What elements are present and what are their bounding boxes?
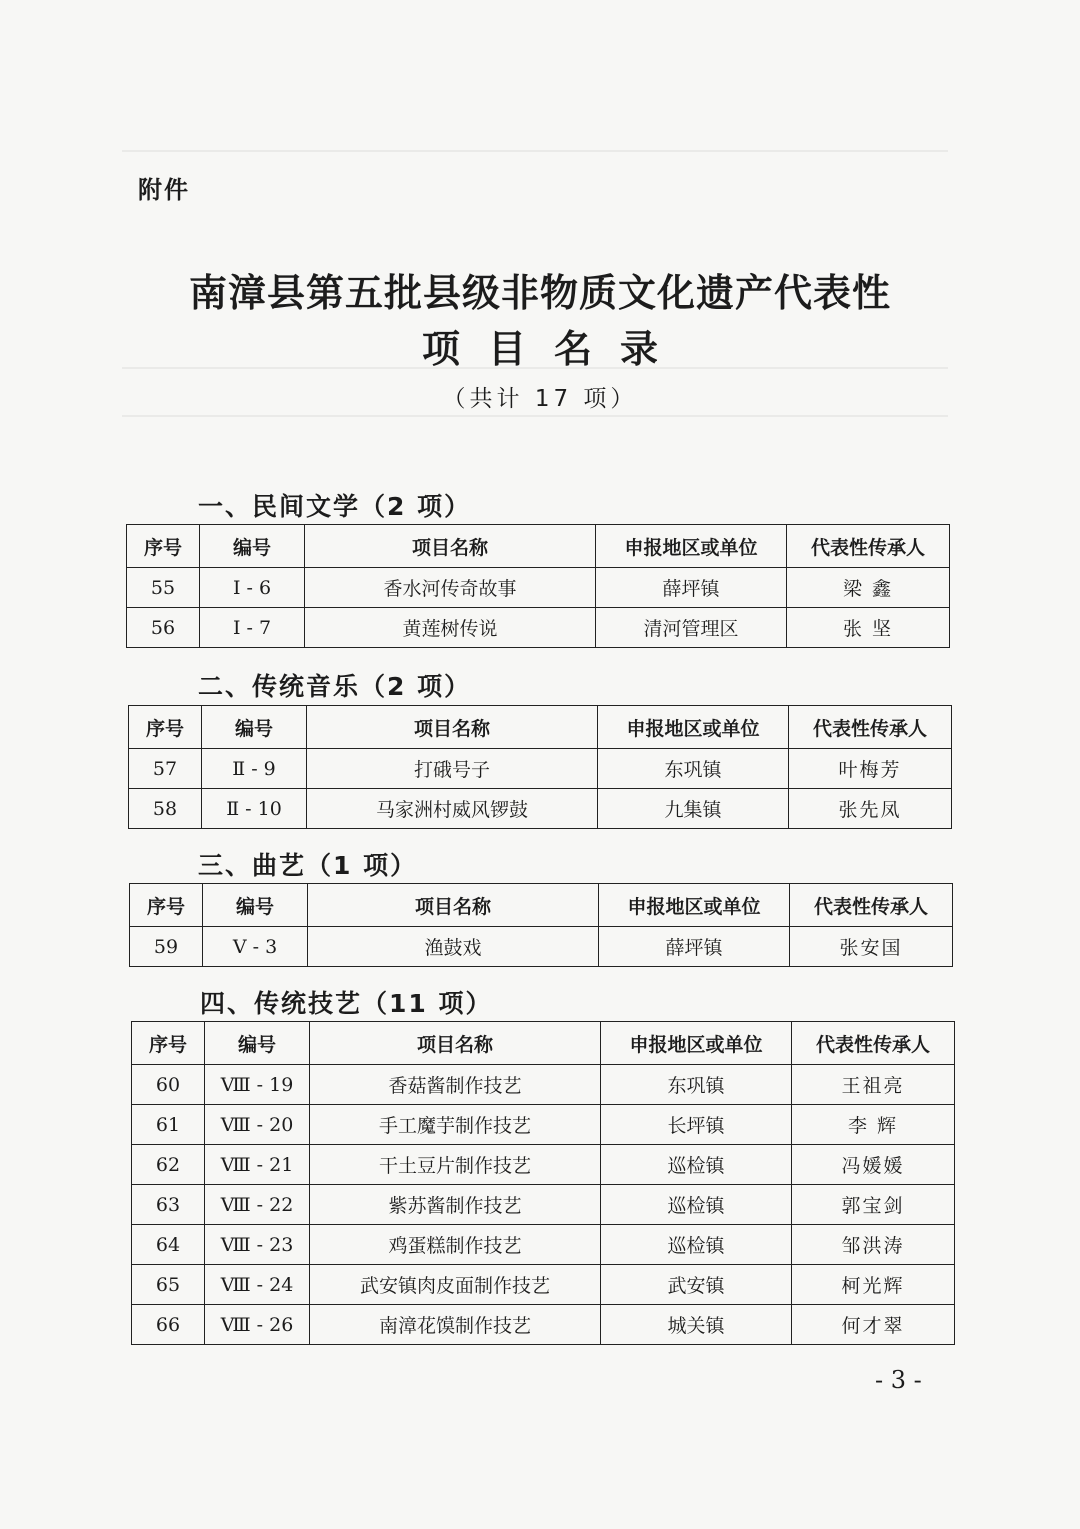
cell-heir: 张先凤: [789, 789, 952, 829]
cell-name: 打硪号子: [307, 749, 598, 789]
cell-no: 64: [132, 1225, 205, 1265]
table-row: [132, 1185, 955, 1225]
table-row: [132, 1305, 955, 1345]
section-title-traditional-music: 二、传统音乐（2 项）: [198, 672, 472, 701]
cell-heir: 张 坚: [787, 608, 950, 648]
cell-unit: 薛坪镇: [599, 927, 790, 967]
cell-heir: 何才翠: [792, 1305, 955, 1345]
table-row: [132, 1065, 955, 1105]
cell-code: Ⅷ - 24: [205, 1265, 310, 1305]
cell-heir: 叶梅芳: [789, 749, 952, 789]
page-number: - 3 -: [875, 1366, 922, 1394]
col-header-heir: 代表性传承人: [787, 525, 950, 568]
cell-unit: 城关镇: [601, 1305, 792, 1345]
table-quyi: [129, 883, 953, 967]
cell-no: 60: [132, 1065, 205, 1105]
cell-unit: 巡检镇: [601, 1185, 792, 1225]
col-header-code: 编号: [202, 706, 307, 749]
cell-heir: 王祖亮: [792, 1065, 955, 1105]
table-row: [132, 1265, 955, 1305]
cell-unit: 巡检镇: [601, 1145, 792, 1185]
cell-code: Ⅷ - 21: [205, 1145, 310, 1185]
cell-code: Ⅰ - 6: [200, 568, 305, 608]
cell-no: 59: [130, 927, 203, 967]
bleed-through-shadow: [122, 415, 948, 497]
section-title-quyi: 三、曲艺（1 项）: [198, 851, 418, 880]
col-header-code: 编号: [203, 884, 308, 927]
cell-name: 香水河传奇故事: [305, 568, 596, 608]
table-row: [127, 568, 950, 608]
table-row: [127, 608, 950, 648]
col-header-code: 编号: [200, 525, 305, 568]
section-title-traditional-crafts: 四、传统技艺（11 项）: [200, 989, 493, 1018]
cell-unit: 长坪镇: [601, 1105, 792, 1145]
cell-no: 57: [129, 749, 202, 789]
cell-name: 南漳花馍制作技艺: [310, 1305, 601, 1345]
cell-name: 香菇酱制作技艺: [310, 1065, 601, 1105]
cell-heir: 梁 鑫: [787, 568, 950, 608]
table-row: [130, 927, 953, 967]
col-header-name: 项目名称: [307, 706, 598, 749]
col-header-unit: 申报地区或单位: [598, 706, 789, 749]
page-subtitle: 项目名录: [421, 326, 686, 371]
col-header-heir: 代表性传承人: [792, 1022, 955, 1065]
cell-heir: 李 辉: [792, 1105, 955, 1145]
cell-unit: 清河管理区: [596, 608, 787, 648]
cell-unit: 九集镇: [598, 789, 789, 829]
cell-code: Ⅷ - 19: [205, 1065, 310, 1105]
cell-heir: 张安国: [790, 927, 953, 967]
cell-code: Ⅰ - 7: [200, 608, 305, 648]
col-header-no: 序号: [132, 1022, 205, 1065]
cell-code: Ⅷ - 23: [205, 1225, 310, 1265]
cell-no: 66: [132, 1305, 205, 1345]
cell-code: Ⅱ - 10: [202, 789, 307, 829]
col-header-unit: 申报地区或单位: [596, 525, 787, 568]
cell-no: 63: [132, 1185, 205, 1225]
cell-unit: 薛坪镇: [596, 568, 787, 608]
col-header-heir: 代表性传承人: [789, 706, 952, 749]
cell-code: Ⅷ - 22: [205, 1185, 310, 1225]
col-header-no: 序号: [127, 525, 200, 568]
cell-code: Ⅷ - 20: [205, 1105, 310, 1145]
cell-no: 56: [127, 608, 200, 648]
cell-unit: 东巩镇: [598, 749, 789, 789]
col-header-no: 序号: [129, 706, 202, 749]
cell-unit: 巡检镇: [601, 1225, 792, 1265]
cell-no: 55: [127, 568, 200, 608]
cell-heir: 柯光辉: [792, 1265, 955, 1305]
cell-heir: 冯媛媛: [792, 1145, 955, 1185]
cell-heir: 郭宝剑: [792, 1185, 955, 1225]
cell-name: 紫苏酱制作技艺: [310, 1185, 601, 1225]
cell-name: 武安镇肉皮面制作技艺: [310, 1265, 601, 1305]
col-header-name: 项目名称: [310, 1022, 601, 1065]
table-row: [129, 789, 952, 829]
cell-name: 马家洲村威风锣鼓: [307, 789, 598, 829]
page-title: 南漳县第五批县级非物质文化遗产代表性: [188, 270, 891, 315]
cell-no: 62: [132, 1145, 205, 1185]
col-header-unit: 申报地区或单位: [599, 884, 790, 927]
table-row: [129, 749, 952, 789]
cell-heir: 邹洪涛: [792, 1225, 955, 1265]
table-row: [132, 1225, 955, 1265]
cell-name: 干土豆片制作技艺: [310, 1145, 601, 1185]
col-header-code: 编号: [205, 1022, 310, 1065]
col-header-unit: 申报地区或单位: [601, 1022, 792, 1065]
table-traditional-music: [128, 705, 952, 829]
attachment-label: 附件: [138, 176, 190, 204]
col-header-name: 项目名称: [308, 884, 599, 927]
cell-code: Ⅱ - 9: [202, 749, 307, 789]
table-folk-literature: [126, 524, 950, 648]
section-title-folk-literature: 一、民间文学（2 项）: [198, 492, 472, 521]
table-traditional-crafts: [131, 1021, 955, 1345]
cell-unit: 东巩镇: [601, 1065, 792, 1105]
cell-no: 58: [129, 789, 202, 829]
cell-name: 渔鼓戏: [308, 927, 599, 967]
cell-no: 61: [132, 1105, 205, 1145]
cell-no: 65: [132, 1265, 205, 1305]
table-row: [132, 1105, 955, 1145]
cell-code: Ⅴ - 3: [203, 927, 308, 967]
cell-code: Ⅷ - 26: [205, 1305, 310, 1345]
col-header-heir: 代表性传承人: [790, 884, 953, 927]
cell-name: 手工魔芋制作技艺: [310, 1105, 601, 1145]
col-header-name: 项目名称: [305, 525, 596, 568]
table-row: [132, 1145, 955, 1185]
cell-name: 鸡蛋糕制作技艺: [310, 1225, 601, 1265]
cell-name: 黄莲树传说: [305, 608, 596, 648]
cell-unit: 武安镇: [601, 1265, 792, 1305]
col-header-no: 序号: [130, 884, 203, 927]
total-count: （共计 17 项）: [442, 386, 638, 412]
